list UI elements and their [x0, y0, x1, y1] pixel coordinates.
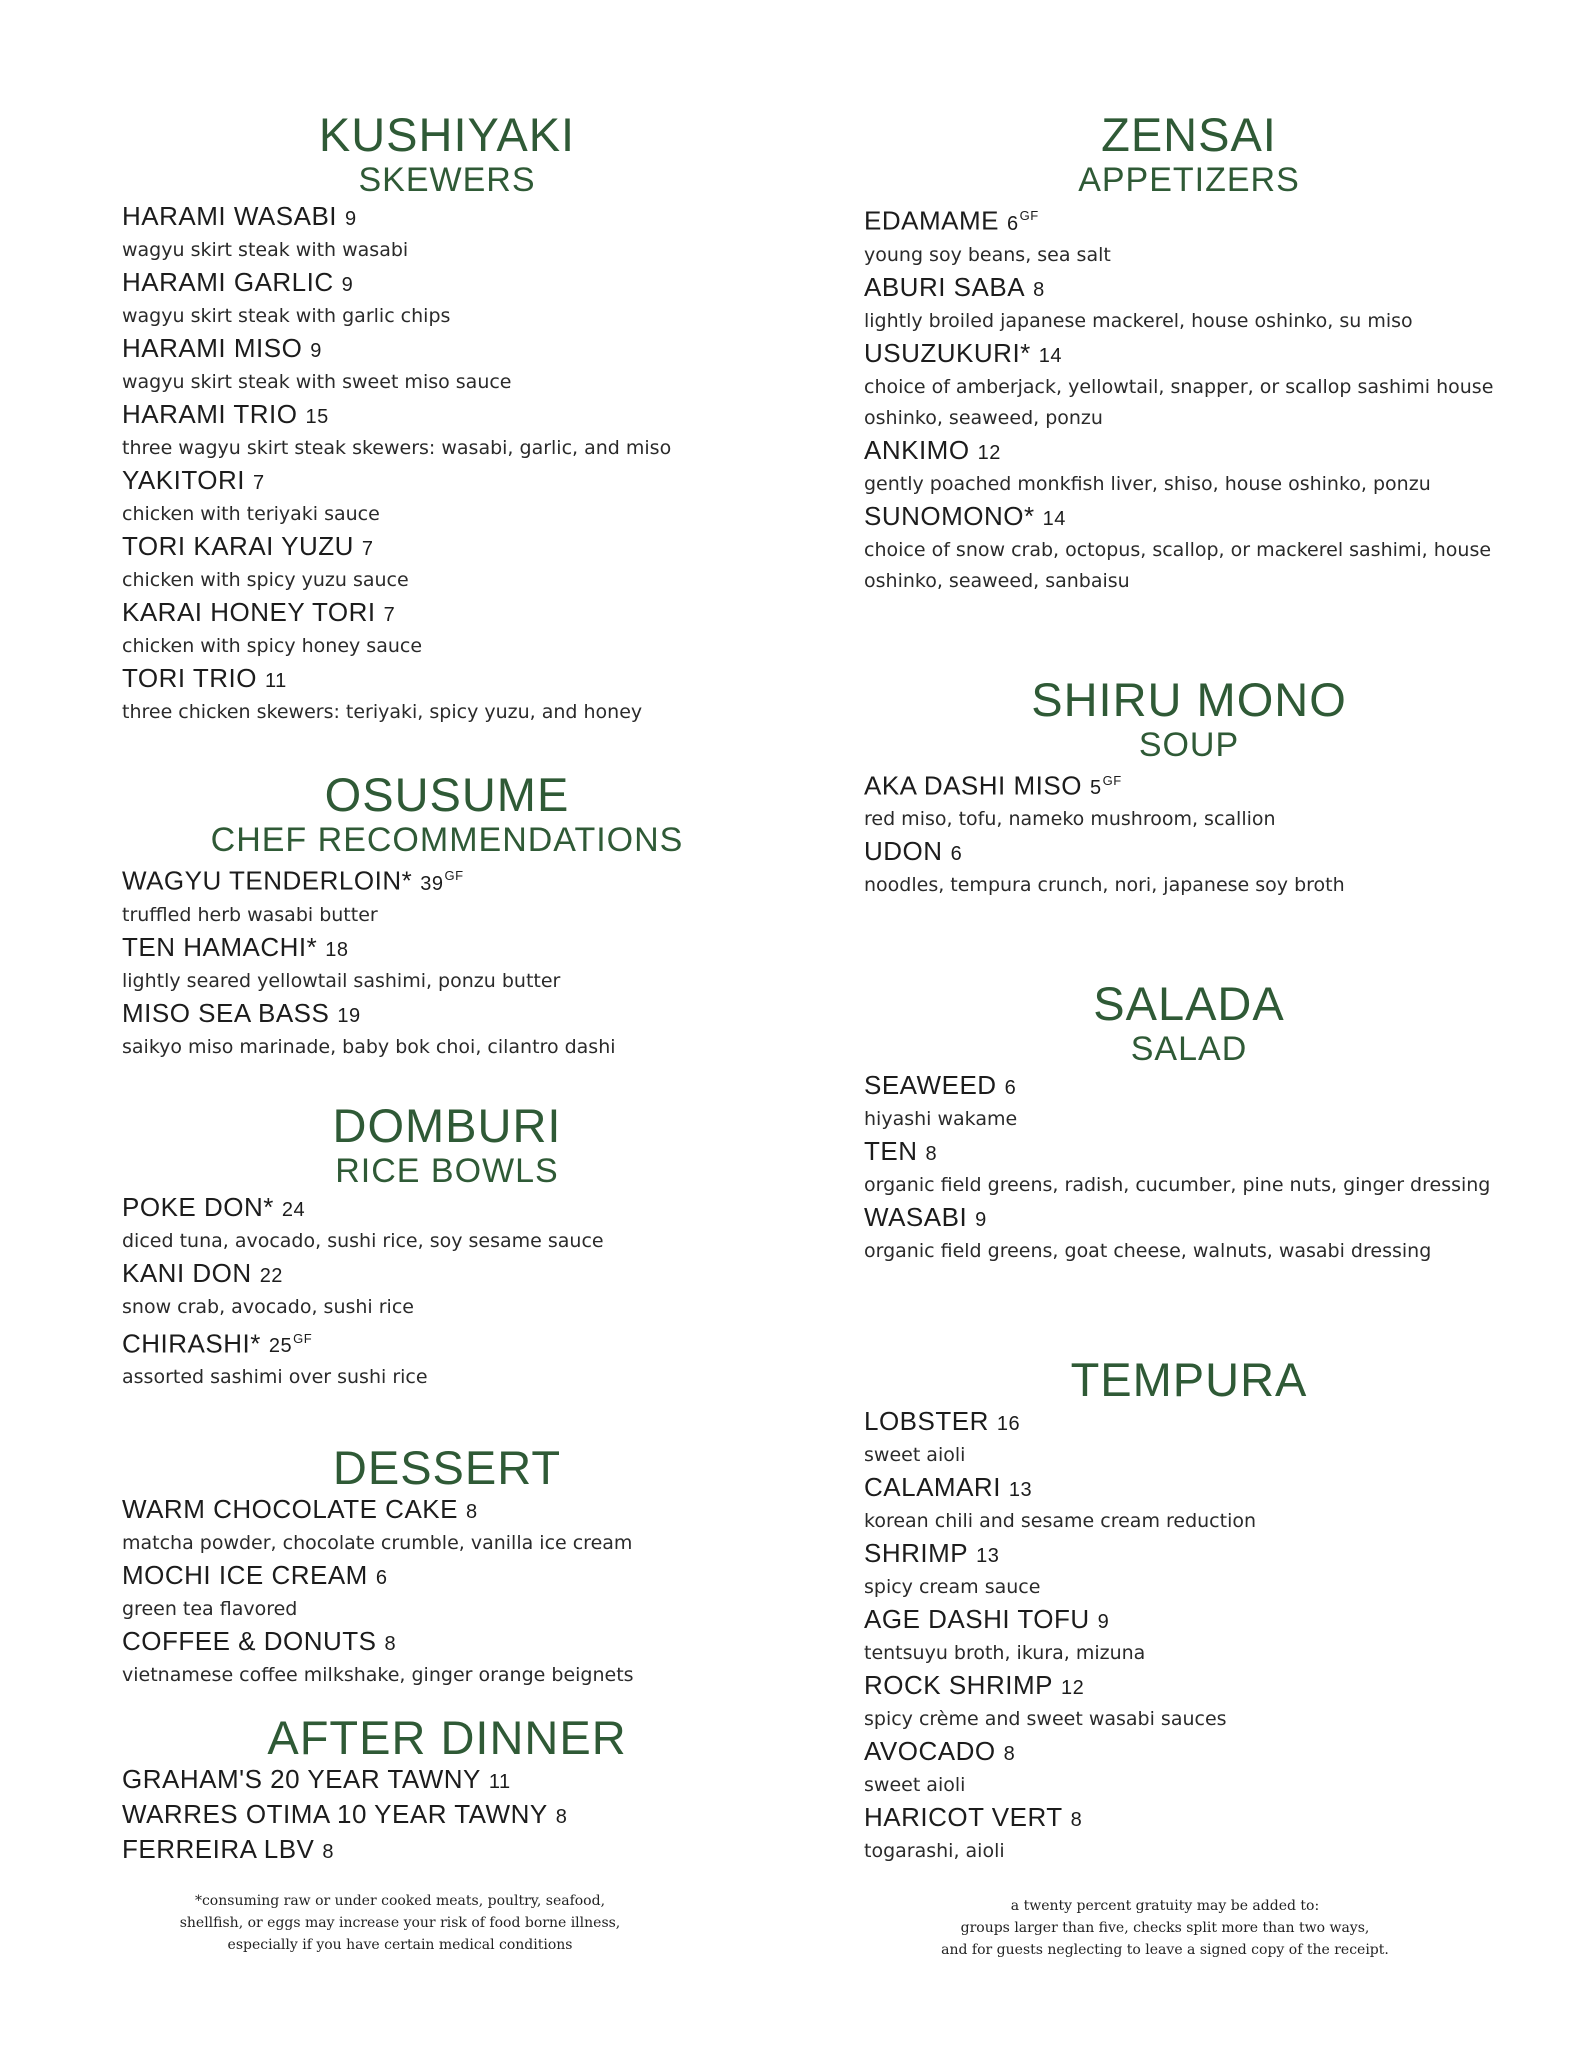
item-description: choice of snow crab, octopus, scallop, or mackerel sashimi, house oshinko, seaweed, sanbaisu	[864, 538, 1492, 592]
section-title: KUSHIYAKI	[318, 108, 576, 161]
item-description: sweet aioli	[864, 1444, 966, 1467]
item-description: sweet aioli	[864, 1774, 966, 1797]
item-name: HARAMI GARLIC	[122, 267, 334, 297]
item-description: tentsuyu broth, ikura, mizuna	[864, 1642, 1146, 1665]
section-subtitle: SALAD	[1130, 1030, 1248, 1069]
disclaimer-line: *consuming raw or under cooked meats, poultry, seafood,	[194, 1893, 606, 1909]
menu-item	[864, 1135, 1514, 1201]
item-description: wagyu skirt steak with sweet miso sauce	[122, 371, 512, 393]
section-header	[122, 1443, 772, 1493]
item-description: truffled herb wasabi butter	[122, 903, 378, 926]
section-subtitle: SKEWERS	[358, 161, 536, 199]
item-name-line	[864, 1135, 1514, 1170]
section-header	[864, 110, 1514, 200]
item-price: 6	[950, 843, 963, 866]
gratuity-line: a twenty percent gratuity may be added to:	[1010, 1898, 1320, 1914]
menu-item	[864, 1201, 1514, 1267]
item-description: red miso, tofu, nameko mushroom, scallion	[864, 808, 1276, 831]
menu-item	[122, 1559, 772, 1625]
item-price: 15	[305, 406, 329, 428]
menu-item	[864, 1669, 1514, 1735]
item-name-line	[122, 1833, 772, 1868]
gratuity-line: and for guests neglecting to leave a signed copy of the receipt.	[941, 1942, 1389, 1958]
menu-section	[122, 1098, 772, 1394]
menu-column-left	[122, 110, 772, 1868]
item-description: chicken with spicy yuzu sauce	[122, 569, 409, 591]
item-name: FERREIRA LBV	[122, 1834, 315, 1865]
item-name-line	[122, 860, 772, 900]
item-name-line	[122, 997, 772, 1032]
item-name-line	[864, 500, 1514, 535]
item-price: 22	[259, 1264, 283, 1287]
section-header	[864, 979, 1514, 1069]
item-description: assorted sashimi over sushi rice	[122, 1366, 428, 1389]
item-price: 6	[375, 1567, 388, 1590]
menu-item	[864, 200, 1514, 271]
menu-item	[122, 1257, 772, 1323]
item-price: 9	[310, 340, 322, 362]
item-description: diced tuna, avocado, sushi rice, soy sesame sauce	[122, 1229, 604, 1252]
gluten-free-badge: GF	[293, 1330, 313, 1346]
item-name: ANKIMO	[864, 434, 970, 465]
item-name: CHIRASHI*	[122, 1328, 261, 1359]
menu-item	[122, 398, 772, 464]
item-name: HARICOT VERT	[864, 1802, 1063, 1833]
item-description: chicken with teriyaki sauce	[122, 503, 380, 525]
item-name: AKA DASHI MISO	[864, 770, 1082, 801]
gluten-free-badge: GF	[1019, 208, 1039, 223]
item-name: TORI KARAI YUZU	[122, 531, 354, 561]
item-price: 14	[1042, 507, 1066, 530]
item-name: ROCK SHRIMP	[864, 1670, 1053, 1701]
menu-item	[864, 500, 1514, 597]
menu-item	[864, 1735, 1514, 1801]
item-name: HARAMI TRIO	[122, 399, 298, 429]
item-name: YAKITORI	[122, 465, 245, 495]
item-name-line	[122, 1493, 772, 1528]
item-name: KARAI HONEY TORI	[122, 597, 376, 627]
item-name-line	[122, 931, 772, 966]
item-description: lightly broiled japanese mackerel, house oshinko, su miso	[864, 309, 1413, 332]
item-description: three chicken skewers: teriyaki, spicy yuzu, and honey	[122, 701, 643, 723]
item-name: WASABI	[864, 1202, 968, 1233]
item-name: WARRES OTIMA 10 YEAR TAWNY	[122, 1799, 548, 1830]
item-price: 9	[1097, 1611, 1110, 1634]
menu-item	[122, 860, 772, 931]
item-name-line	[864, 765, 1514, 805]
item-name: TORI TRIO	[122, 663, 257, 693]
item-name-line	[864, 1735, 1514, 1770]
item-name: SUNOMONO*	[864, 500, 1035, 531]
item-description: saikyo miso marinade, baby bok choi, cilantro dashi	[122, 1035, 616, 1058]
item-name: TEN HAMACHI*	[122, 931, 318, 962]
menu-item	[122, 596, 772, 662]
item-name-line	[122, 332, 772, 367]
menu-item	[864, 1603, 1514, 1669]
item-name-line	[122, 1559, 772, 1594]
item-name-line	[122, 266, 772, 301]
item-price: 24	[281, 1198, 306, 1221]
item-description: noodles, tempura crunch, nori, japanese soy broth	[864, 874, 1345, 897]
item-price: 9	[341, 274, 354, 296]
item-price: 18	[325, 938, 349, 961]
item-price: 7	[361, 538, 374, 560]
menu-item	[122, 997, 772, 1063]
item-description: wagyu skirt steak with garlic chips	[122, 305, 451, 327]
item-description: organic field greens, radish, cucumber, pine nuts, ginger dressing	[864, 1174, 1491, 1197]
item-description: choice of amberjack, yellowtail, snapper, or scallop sashimi house oshinko, seaweed, ponzu	[864, 375, 1494, 429]
section-title: SALADA	[1093, 977, 1285, 1031]
item-name: ABURI SABA	[864, 271, 1026, 302]
item-price: 8	[555, 1806, 568, 1829]
item-name-line	[864, 271, 1514, 306]
item-name-line	[122, 398, 772, 433]
item-name-line	[122, 662, 772, 697]
item-name: USUZUKURI*	[864, 337, 1031, 368]
menu-item	[122, 1493, 772, 1559]
item-price: 9	[975, 1209, 987, 1232]
item-name: GRAHAM'S 20 YEAR TAWNY	[122, 1764, 481, 1795]
section-title: TEMPURA	[1070, 1353, 1308, 1407]
section-title: OSUSUME	[324, 768, 570, 821]
item-description: vietnamese coffee milkshake, ginger orange beignets	[122, 1664, 634, 1687]
item-description: spicy crème and sweet wasabi sauces	[864, 1708, 1227, 1731]
item-name-line	[864, 1537, 1514, 1572]
menu-section	[122, 1713, 772, 1868]
item-price: 11	[488, 1771, 511, 1794]
item-price: 25	[268, 1335, 293, 1358]
item-price: 39	[420, 872, 444, 895]
section-title: AFTER DINNER	[267, 1711, 627, 1765]
section-title: SHIRU MONO	[1031, 672, 1347, 726]
item-name: HARAMI WASABI	[122, 201, 338, 231]
item-name: LOBSTER	[864, 1406, 989, 1437]
item-name-line	[122, 464, 772, 499]
item-price: 9	[345, 208, 357, 230]
item-price: 7	[383, 604, 396, 626]
item-name-line	[122, 596, 772, 631]
item-name-line	[864, 1669, 1514, 1704]
item-name: CALAMARI	[864, 1472, 1001, 1503]
menu-item	[122, 332, 772, 398]
menu-item	[864, 337, 1514, 434]
menu-item	[122, 1625, 772, 1691]
item-name: UDON	[864, 836, 943, 867]
item-price: 12	[977, 441, 1001, 464]
section-subtitle: SOUP	[1138, 725, 1240, 764]
menu-item	[864, 1537, 1514, 1603]
menu-section	[864, 110, 1514, 597]
gluten-free-badge: GF	[444, 868, 464, 883]
item-name-line	[122, 1625, 772, 1660]
item-name-line	[864, 337, 1514, 372]
menu-item	[864, 1801, 1514, 1867]
item-price: 14	[1038, 344, 1063, 367]
raw-food-disclaimer	[130, 1890, 670, 1956]
menu-item	[122, 266, 772, 332]
section-subtitle: APPETIZERS	[1078, 161, 1300, 199]
item-description: wagyu skirt steak with wasabi	[122, 239, 409, 261]
item-name: SEAWEED	[864, 1070, 997, 1101]
item-description: snow crab, avocado, sushi rice	[122, 1295, 414, 1318]
menu-item	[864, 1471, 1514, 1537]
item-name: COFFEE & DONUTS	[122, 1626, 377, 1657]
menu-section	[864, 1355, 1514, 1867]
item-description: gently poached monkfish liver, shiso, house oshinko, ponzu	[864, 472, 1431, 495]
section-header	[122, 110, 772, 200]
menu-item	[864, 835, 1514, 901]
menu-section	[122, 110, 772, 728]
section-header	[122, 1098, 772, 1191]
item-name-line	[864, 1801, 1514, 1836]
menu-section	[122, 1443, 772, 1691]
item-name: WAGYU TENDERLOIN*	[122, 865, 413, 896]
menu-item	[122, 1763, 772, 1798]
item-description: green tea flavored	[122, 1598, 298, 1621]
item-description: togarashi, aioli	[864, 1840, 1005, 1863]
section-header	[864, 1355, 1514, 1405]
menu-item	[864, 434, 1514, 500]
item-price: 8	[465, 1501, 478, 1524]
section-title: DESSERT	[332, 1441, 562, 1495]
menu-item	[864, 1069, 1514, 1135]
item-description: chicken with spicy honey sauce	[122, 635, 423, 657]
item-name-line	[122, 1257, 772, 1292]
menu-item	[122, 1191, 772, 1257]
item-price: 8	[925, 1143, 938, 1166]
item-name-line	[864, 1603, 1514, 1638]
menu-item	[122, 662, 772, 728]
menu-section	[122, 770, 772, 1063]
menu-section	[864, 979, 1514, 1267]
item-name: KANI DON	[122, 1257, 252, 1288]
item-price: 16	[996, 1413, 1021, 1436]
item-name: SHRIMP	[864, 1538, 969, 1569]
item-name: TEN	[864, 1136, 918, 1167]
item-name-line	[864, 434, 1514, 469]
menu-item	[122, 1323, 772, 1394]
item-price: 6	[1004, 1077, 1017, 1100]
gratuity-line: groups larger than five, checks split more than two ways,	[960, 1920, 1370, 1936]
section-header	[122, 1713, 772, 1763]
item-description: korean chili and sesame cream reduction	[864, 1510, 1257, 1533]
item-price: 8	[384, 1633, 397, 1656]
menu-section	[864, 672, 1514, 902]
disclaimer-line: especially if you have certain medical conditions	[227, 1937, 573, 1953]
item-price: 13	[1008, 1479, 1033, 1502]
menu-item	[864, 765, 1514, 836]
item-description: organic field greens, goat cheese, walnuts, wasabi dressing	[864, 1240, 1432, 1263]
item-name-line	[122, 1191, 772, 1226]
item-name-line	[122, 1763, 772, 1798]
section-subtitle: RICE BOWLS	[335, 1151, 559, 1190]
item-name: AGE DASHI TOFU	[864, 1604, 1090, 1635]
item-name-line	[122, 1323, 772, 1363]
section-subtitle: CHEF RECOMMENDATIONS	[210, 821, 684, 859]
disclaimer-line: shellfish, or eggs may increase your risk of food borne illness,	[179, 1915, 621, 1931]
item-description: young soy beans, sea salt	[864, 243, 1111, 266]
gluten-free-badge: GF	[1102, 772, 1122, 788]
item-name-line	[122, 200, 772, 235]
item-name-line	[864, 835, 1514, 870]
menu-item	[122, 931, 772, 997]
item-price: 11	[265, 670, 287, 692]
item-price: 6	[1006, 212, 1019, 235]
item-name: WARM CHOCOLATE CAKE	[122, 1494, 458, 1525]
item-name: EDAMAME	[864, 205, 999, 236]
item-name-line	[864, 200, 1514, 240]
item-description: lightly seared yellowtail sashimi, ponzu butter	[122, 969, 561, 992]
item-price: 13	[976, 1545, 1000, 1568]
item-description: hiyashi wakame	[864, 1108, 1018, 1131]
item-name-line	[864, 1471, 1514, 1506]
item-name-line	[864, 1405, 1514, 1440]
item-name: HARAMI MISO	[122, 333, 303, 363]
item-price: 5	[1089, 777, 1102, 800]
section-header	[864, 672, 1514, 765]
menu-item	[122, 530, 772, 596]
item-description: matcha powder, chocolate crumble, vanilla ice cream	[122, 1532, 633, 1555]
item-name: MOCHI ICE CREAM	[122, 1560, 368, 1591]
item-price: 7	[252, 472, 265, 494]
item-description: spicy cream sauce	[864, 1576, 1041, 1599]
item-name-line	[122, 1798, 772, 1833]
item-price: 8	[322, 1841, 335, 1864]
item-name: MISO SEA BASS	[122, 997, 330, 1028]
item-name-line	[122, 530, 772, 565]
item-name-line	[864, 1069, 1514, 1104]
item-name: AVOCADO	[864, 1736, 996, 1767]
menu-item	[122, 464, 772, 530]
menu-item	[122, 200, 772, 266]
item-price: 8	[1033, 278, 1045, 301]
item-description: three wagyu skirt steak skewers: wasabi, garlic, and miso	[122, 437, 672, 459]
item-price: 8	[1003, 1743, 1016, 1766]
menu-item	[864, 271, 1514, 337]
menu-column-right	[864, 110, 1514, 1867]
item-price: 8	[1070, 1809, 1083, 1832]
section-title: ZENSAI	[1101, 108, 1277, 161]
menu-item	[122, 1833, 772, 1868]
item-name-line	[864, 1201, 1514, 1236]
menu-item	[864, 1405, 1514, 1471]
menu-item	[122, 1798, 772, 1833]
item-price: 12	[1060, 1677, 1085, 1700]
item-price: 19	[337, 1004, 361, 1027]
item-name: POKE DON*	[122, 1191, 274, 1222]
gratuity-note	[880, 1895, 1450, 1961]
section-title: DOMBURI	[332, 1098, 562, 1152]
section-header	[122, 770, 772, 860]
